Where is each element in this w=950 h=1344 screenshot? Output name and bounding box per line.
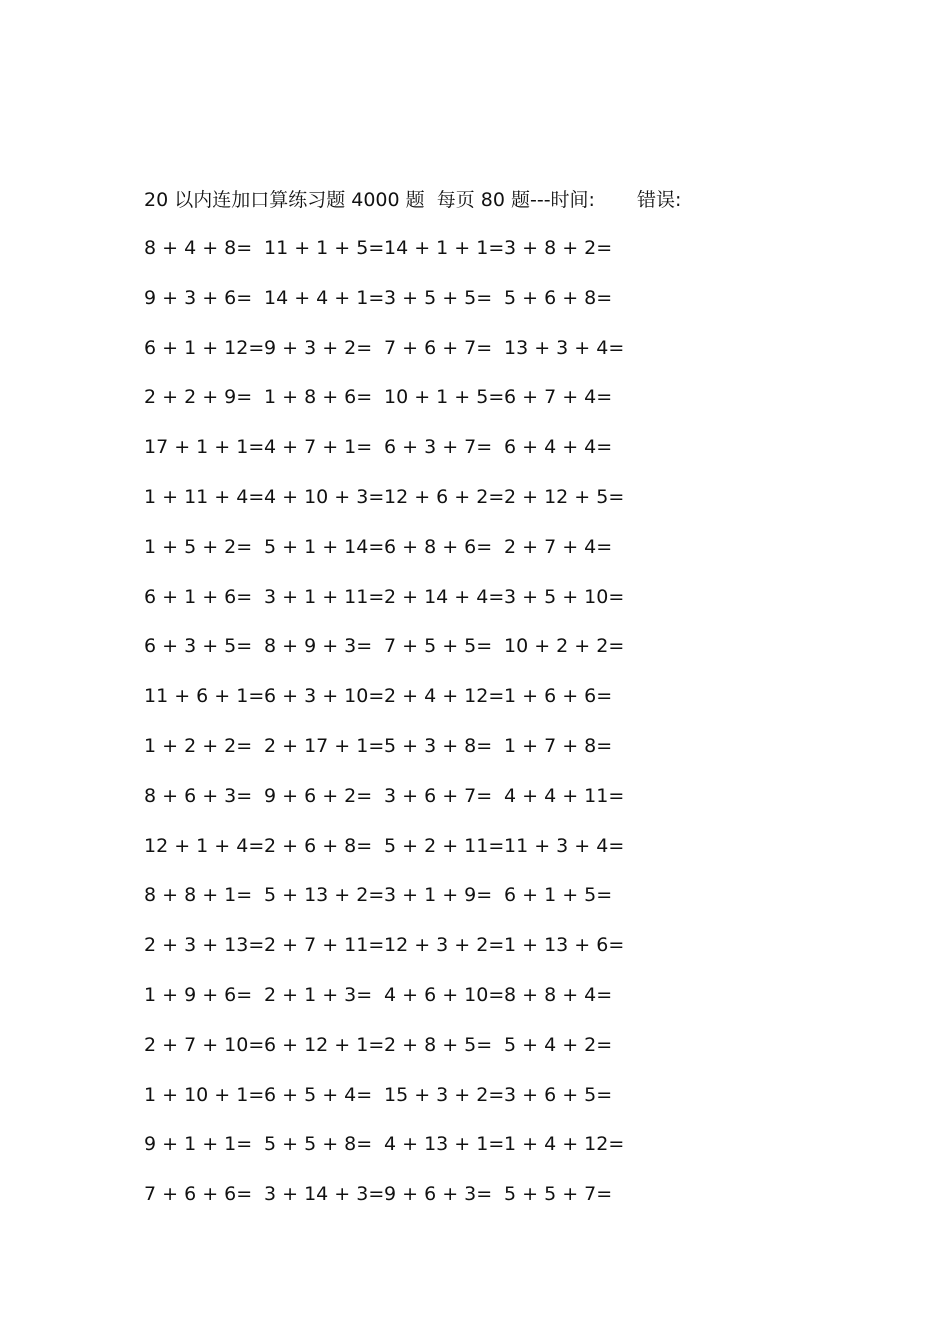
problem-item: 5 + 2 + 11= [384,834,505,857]
problem-item: 6 + 5 + 4= [264,1083,373,1106]
problem-item: 2 + 12 + 5= [504,485,625,508]
problem-item: 6 + 12 + 1= [264,1033,385,1056]
problem-item: 11 + 1 + 5= [264,237,385,259]
worksheet-header [144,186,681,214]
problem-item: 7 + 6 + 7= [384,336,493,359]
problem-item: 12 + 3 + 2= [384,934,505,957]
problem-item: 3 + 5 + 10= [504,585,625,608]
problem-item: 6 + 1 + 6= [144,585,253,608]
problem-item: 8 + 9 + 3= [264,635,373,658]
problem-item: 5 + 13 + 2= [264,884,385,907]
problem-item: 2 + 7 + 10= [144,1033,265,1056]
problem-item: 9 + 6 + 2= [264,784,373,807]
problem-item: 11 + 6 + 1= [144,685,265,708]
problem-item: 3 + 1 + 11= [264,585,385,608]
problem-item: 1 + 13 + 6= [504,934,625,957]
problem-item: 8 + 4 + 8= [144,237,253,259]
problem-item: 6 + 1 + 12= [144,336,265,359]
problem-item: 9 + 6 + 3= [384,1183,493,1206]
problem-item: 12 + 1 + 4= [144,834,265,857]
problem-item: 8 + 8 + 4= [504,983,613,1006]
problem-item: 2 + 7 + 11= [264,934,385,957]
problem-item: 12 + 6 + 2= [384,485,505,508]
problem-item: 9 + 3 + 2= [264,336,373,359]
problem-item: 4 + 6 + 10= [384,983,505,1006]
problem-item: 6 + 7 + 4= [504,386,613,409]
problem-item: 13 + 3 + 4= [504,336,625,359]
problem-item: 5 + 1 + 14= [264,535,385,558]
problem-item: 10 + 2 + 2= [504,635,625,658]
problem-item: 15 + 3 + 2= [384,1083,505,1106]
problem-item: 7 + 5 + 5= [384,635,493,658]
problem-item: 1 + 11 + 4= [144,485,265,508]
problem-item: 2 + 7 + 4= [504,535,613,558]
problem-item: 3 + 1 + 9= [384,884,493,907]
problem-item: 4 + 4 + 11= [504,784,625,807]
problem-item: 6 + 3 + 7= [384,436,493,459]
problem-item: 2 + 1 + 3= [264,983,373,1006]
problem-item: 8 + 8 + 1= [144,884,253,907]
problem-item: 4 + 10 + 3= [264,485,385,508]
problem-item: 6 + 1 + 5= [504,884,613,907]
problem-item: 11 + 3 + 4= [504,834,625,857]
problem-item: 14 + 4 + 1= [264,286,385,309]
problem-item: 10 + 1 + 5= [384,386,505,409]
problem-item: 2 + 14 + 4= [384,585,505,608]
problem-item: 5 + 3 + 8= [384,734,493,757]
problem-item: 17 + 1 + 1= [144,436,265,459]
problem-item: 2 + 2 + 9= [144,386,253,409]
problem-item: 4 + 13 + 1= [384,1133,505,1156]
problem-item: 5 + 6 + 8= [504,286,613,309]
problem-item: 8 + 6 + 3= [144,784,253,807]
problem-item: 1 + 5 + 2= [144,535,253,558]
problem-item: 2 + 8 + 5= [384,1033,493,1056]
problem-item: 7 + 6 + 6= [144,1183,253,1206]
problem-item: 3 + 6 + 7= [384,784,493,807]
problem-item: 3 + 8 + 2= [504,237,613,259]
problem-item: 1 + 6 + 6= [504,685,613,708]
problem-item: 2 + 17 + 1= [264,734,385,757]
problem-item: 2 + 4 + 12= [384,685,505,708]
problem-item: 5 + 5 + 7= [504,1183,613,1206]
problem-item: 5 + 4 + 2= [504,1033,613,1056]
problem-item: 6 + 4 + 4= [504,436,613,459]
problem-item: 1 + 7 + 8= [504,734,613,757]
problem-item: 9 + 1 + 1= [144,1133,253,1156]
errors-label: 错误: [636,189,682,211]
problem-item: 1 + 2 + 2= [144,734,253,757]
problem-item: 6 + 3 + 10= [264,685,385,708]
worksheet-title: 20 以内连加口算练习题 4000 题 每页 80 题---时间: [144,189,595,211]
problem-item: 1 + 8 + 6= [264,386,373,409]
problem-item: 5 + 5 + 8= [264,1133,373,1156]
problem-item: 14 + 1 + 1= [384,237,505,259]
problem-item: 1 + 9 + 6= [144,983,253,1006]
problem-item: 3 + 5 + 5= [384,286,493,309]
problem-item: 6 + 3 + 5= [144,635,253,658]
problem-item: 6 + 8 + 6= [384,535,493,558]
problem-item: 1 + 4 + 12= [504,1133,625,1156]
problem-item: 4 + 7 + 1= [264,436,373,459]
problem-item: 3 + 6 + 5= [504,1083,613,1106]
problem-item: 2 + 3 + 13= [144,934,265,957]
problem-item: 1 + 10 + 1= [144,1083,265,1106]
problem-item: 2 + 6 + 8= [264,834,373,857]
problem-item: 9 + 3 + 6= [144,286,253,309]
problem-item: 3 + 14 + 3= [264,1183,385,1206]
